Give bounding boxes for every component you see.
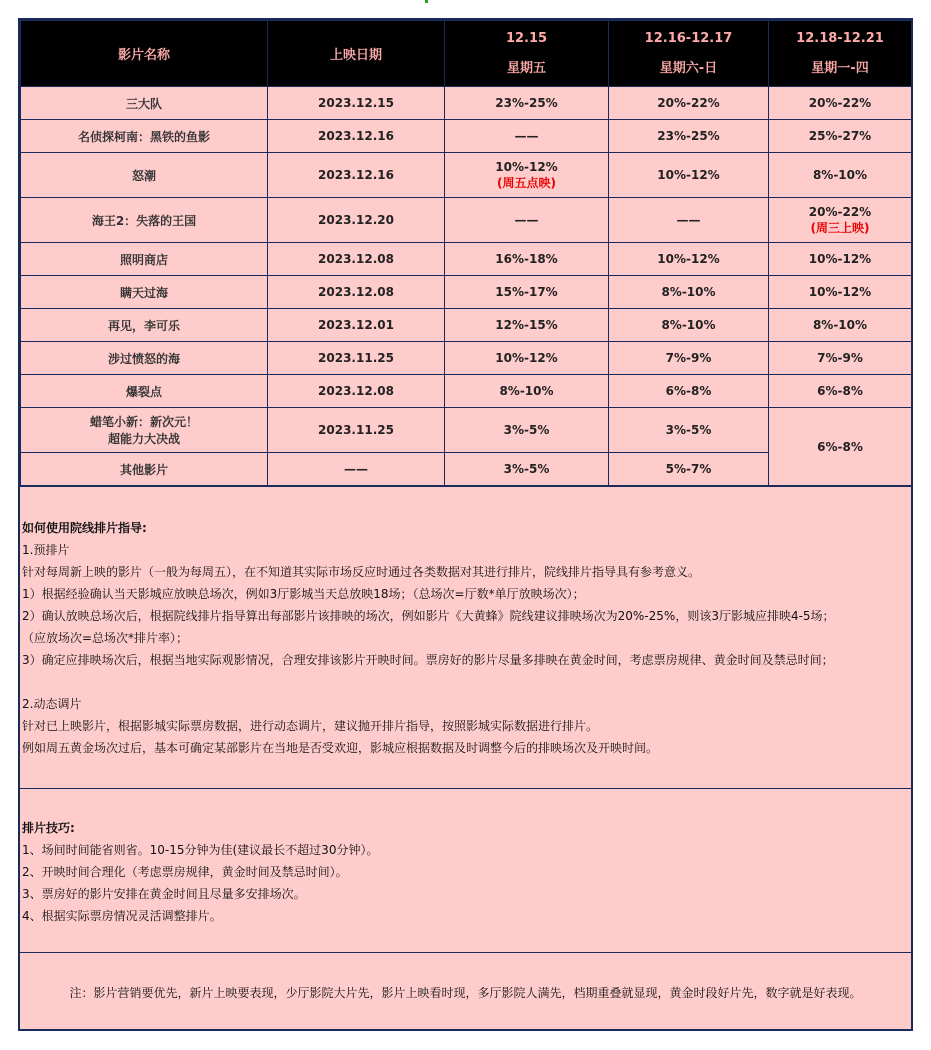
film-name-line2: 超能力大决战: [107, 432, 180, 446]
rate-col2: 10%-12%: [609, 153, 769, 198]
rate-value: 20%-22%: [808, 204, 872, 219]
rate-note: (周五点映): [497, 175, 556, 190]
header-col2-date: 12.16-12.17: [644, 30, 733, 46]
guide-paragraph: （应放场次=总场次*排片率）；: [22, 631, 189, 645]
rate-col1: [445, 153, 609, 198]
release-date: 2023.12.16: [268, 153, 445, 198]
rate-col1: 3%-5%: [445, 408, 609, 453]
release-date: 2023.12.08: [268, 243, 445, 276]
rate-col1: 8%-10%: [445, 375, 609, 408]
release-date: 2023.12.16: [268, 120, 445, 153]
rate-col1: 12%-15%: [445, 309, 609, 342]
rate-col3: 6%-8%: [769, 375, 912, 408]
rate-col2: 8%-10%: [609, 309, 769, 342]
guide-title: 如何使用院线排片指导:: [22, 521, 147, 535]
schedule-guide-panel: [18, 18, 913, 1031]
release-date: 2023.12.08: [268, 375, 445, 408]
table-row: [21, 198, 912, 243]
table-row: [21, 309, 912, 342]
scheduling-tips-section: [20, 788, 911, 952]
rate-col1: 15%-17%: [445, 276, 609, 309]
rate-col1: ——: [445, 120, 609, 153]
release-date: ——: [268, 453, 445, 486]
header-col3-day: 星期一-四: [811, 60, 869, 76]
header-col2-day: 星期六-日: [659, 60, 718, 76]
rate-col3: 7%-9%: [769, 342, 912, 375]
tip-item: 4、根据实际票房情况灵活调整排片。: [22, 909, 222, 923]
header-col3-date: 12.18-12.21: [796, 30, 884, 46]
rate-col3: 8%-10%: [769, 153, 912, 198]
schedule-table: [20, 20, 912, 486]
rate-col2: 23%-25%: [609, 120, 769, 153]
header-col1-date: 12.15: [505, 30, 548, 46]
table-row: [21, 87, 912, 120]
film-name: 照明商店: [21, 243, 268, 276]
rate-col2: 20%-22%: [609, 87, 769, 120]
header-col1: [445, 21, 609, 87]
tip-item: 3、票房好的影片安排在黄金时间且尽量多安排场次。: [22, 887, 306, 901]
film-name: 名侦探柯南：黑铁的鱼影: [21, 120, 268, 153]
guide-paragraph: 1）根据经验确认当天影城应放映总场次，例如3厅影城当天总放映18场；（总场次=厅数*单厅放映场次）；: [22, 587, 585, 601]
film-name: 怒潮: [21, 153, 268, 198]
rate-col2: 7%-9%: [609, 342, 769, 375]
rate-col3: 10%-12%: [769, 276, 912, 309]
table-row: [21, 243, 912, 276]
rate-col3: 25%-27%: [769, 120, 912, 153]
header-film-name: 影片名称: [21, 21, 268, 87]
header-col1-day: 星期五: [506, 60, 546, 76]
header-release-date: 上映日期: [268, 21, 445, 87]
release-date: 2023.11.25: [268, 408, 445, 453]
release-date: 2023.11.25: [268, 342, 445, 375]
table-row: [21, 276, 912, 309]
rate-col2: 8%-10%: [609, 276, 769, 309]
release-date: 2023.12.15: [268, 87, 445, 120]
film-name: 涉过愤怒的海: [21, 342, 268, 375]
rate-col2: 3%-5%: [609, 408, 769, 453]
release-date: 2023.12.20: [268, 198, 445, 243]
header-col3: [769, 21, 912, 87]
film-name: 爆裂点: [21, 375, 268, 408]
rate-col2: 5%-7%: [609, 453, 769, 486]
rate-col1: 16%-18%: [445, 243, 609, 276]
rate-note: (周三上映): [810, 220, 870, 235]
guide-paragraph: 针对已上映影片，根据影城实际票房数据，进行动态调片，建议抛开排片指导，按照影城实际数据进行排片。: [22, 719, 599, 733]
table-row: [21, 342, 912, 375]
rate-col3: [769, 198, 912, 243]
film-name: 瞒天过海: [21, 276, 268, 309]
usage-guide-section: [20, 486, 911, 788]
rate-col1: ——: [445, 198, 609, 243]
film-name: [21, 408, 268, 453]
guide-paragraph: 例如周五黄金场次过后，基本可确定某部影片在当地是否受欢迎，影城应根据数据及时调整今后的排映场次及开映时间。: [22, 741, 659, 755]
corner-mark: [425, 0, 428, 3]
film-name: 三大队: [21, 87, 268, 120]
rate-value: 10%-12%: [495, 159, 558, 174]
rate-col2: 10%-12%: [609, 243, 769, 276]
tip-item: 1、场间时间能省则省。10-15分钟为佳(建议最长不超过30分钟）。: [22, 843, 379, 857]
film-name: 海王2：失落的王国: [21, 198, 268, 243]
header-row: [21, 21, 912, 87]
release-date: 2023.12.08: [268, 276, 445, 309]
spacer: [22, 671, 911, 693]
tips-title: 排片技巧:: [22, 821, 75, 835]
table-row: [21, 153, 912, 198]
table-row: [21, 375, 912, 408]
film-name: 再见，李可乐: [21, 309, 268, 342]
header-col2: [609, 21, 769, 87]
tip-item: 2、开映时间合理化（考虑票房规律，黄金时间及禁忌时间）。: [22, 865, 348, 879]
guide-paragraph: 3）确定应排映场次后，根据当地实际观影情况，合理安排该影片开映时间。票房好的影片尽量多排映在黄金时间，考虑票房规律、黄金时间及禁忌时间；: [22, 653, 834, 667]
rate-col3: 8%-10%: [769, 309, 912, 342]
rate-col1: 3%-5%: [445, 453, 609, 486]
guide-section2-title: 2.动态调片: [22, 697, 82, 711]
film-name-line1: 蜡笔小新：新次元！: [89, 415, 198, 429]
film-name: 其他影片: [21, 453, 268, 486]
rate-col3: 20%-22%: [769, 87, 912, 120]
release-date: 2023.12.01: [268, 309, 445, 342]
guide-section1-title: 1.预排片: [22, 543, 70, 557]
table-row: [21, 408, 912, 453]
guide-paragraph: 2）确认放映总场次后，根据院线排片指导算出每部影片该排映的场次，例如影片《大黄蜂》院线建议排映场次为20%-25%，则该3厅影城应排映4-5场；: [22, 609, 835, 623]
footer-note: 注：影片营销要优先，新片上映要表现，少厅影院大片先，影片上映看时现，多厅影院人满先，档期重叠就显现，黄金时段好片先，数字就是好表现。: [20, 952, 911, 1031]
guide-paragraph: 针对每周新上映的影片（一般为每周五），在不知道其实际市场反应时通过各类数据对其进行排片，院线排片指导具有参考意义。: [22, 565, 701, 579]
rate-col3: 10%-12%: [769, 243, 912, 276]
rate-col2: 6%-8%: [609, 375, 769, 408]
rate-col1: 23%-25%: [445, 87, 609, 120]
table-row: [21, 120, 912, 153]
rate-col1: 10%-12%: [445, 342, 609, 375]
rate-col2: ——: [609, 198, 769, 243]
rate-col3-merged: 6%-8%: [769, 408, 912, 486]
